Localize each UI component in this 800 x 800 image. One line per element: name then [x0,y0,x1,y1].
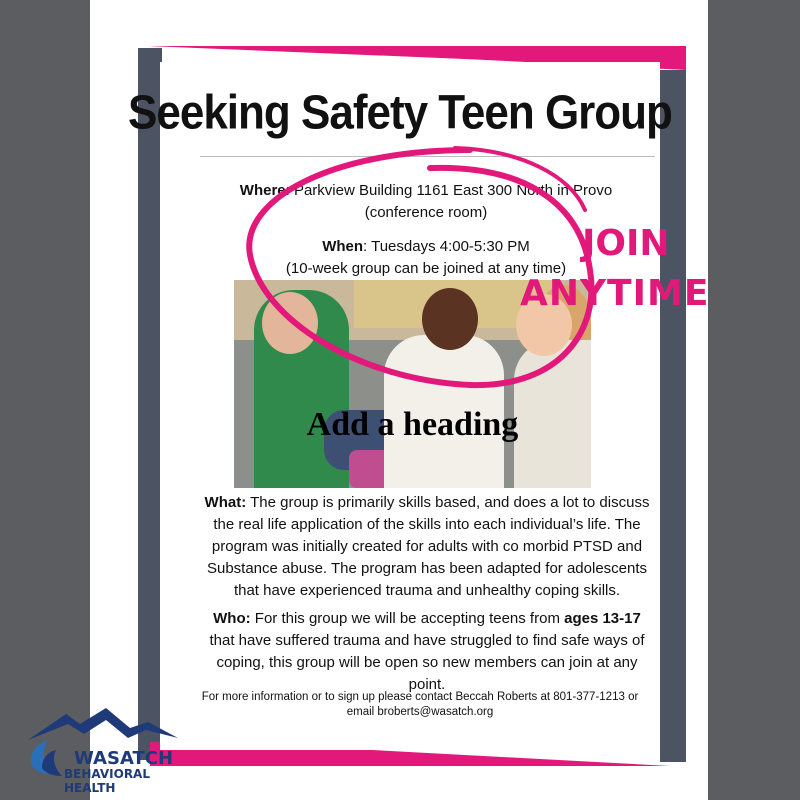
flyer-title: Seeking Safety Teen Group [128,85,672,140]
logo-subtitle: BEHAVIORAL HEALTH [64,767,150,795]
contact-email-line: email broberts@wasatch.org [346,706,494,718]
when-text: : Tuesdays 4:00-5:30 PM [363,238,530,255]
who-block [202,608,652,696]
who-text-2: that have suffered trauma and have struggled to find safe ways of coping, this group will be open so new members can join at any point. [209,632,645,693]
anytime-text: ANYTIME [520,273,710,314]
who-text-1: For this group we will be accepting teens from [250,610,565,627]
wasatch-logo [18,704,198,794]
when-label: When [322,238,364,255]
what-text: The group is primarily skills based, and does a lot to discuss the real life application of the skills into each individual’s life. The program was initially created for adults with co morbid PTSD and Substance abuse. The program has been adapted for adolescents that have experienced trauma and unhealthy coping skills. [206,494,650,599]
photo-heading-overlay: Add a heading [306,406,519,443]
logo-name: WASATCH [74,748,174,769]
flyer-shadow-right [660,70,686,762]
contact-line-1: For more information or to sign up please contact Beccah Roberts at 801-377-1213 or [201,691,639,703]
when-sub: (10-week group can be joined at any time) [285,260,567,277]
what-label: What: [204,494,247,511]
where-text: : Parkview Building 1161 East 300 North in Provo [285,182,613,199]
title-divider [200,156,655,157]
join-text: JOIN [582,223,670,264]
contact-info [190,690,650,720]
where-block [196,180,656,224]
flyer-shadow-left [138,48,162,760]
where-label: Where [239,182,286,199]
who-ages: ages 13-17 [564,610,641,627]
who-label: Who: [213,610,251,627]
where-sub: (conference room) [364,204,488,221]
what-block [202,492,652,602]
